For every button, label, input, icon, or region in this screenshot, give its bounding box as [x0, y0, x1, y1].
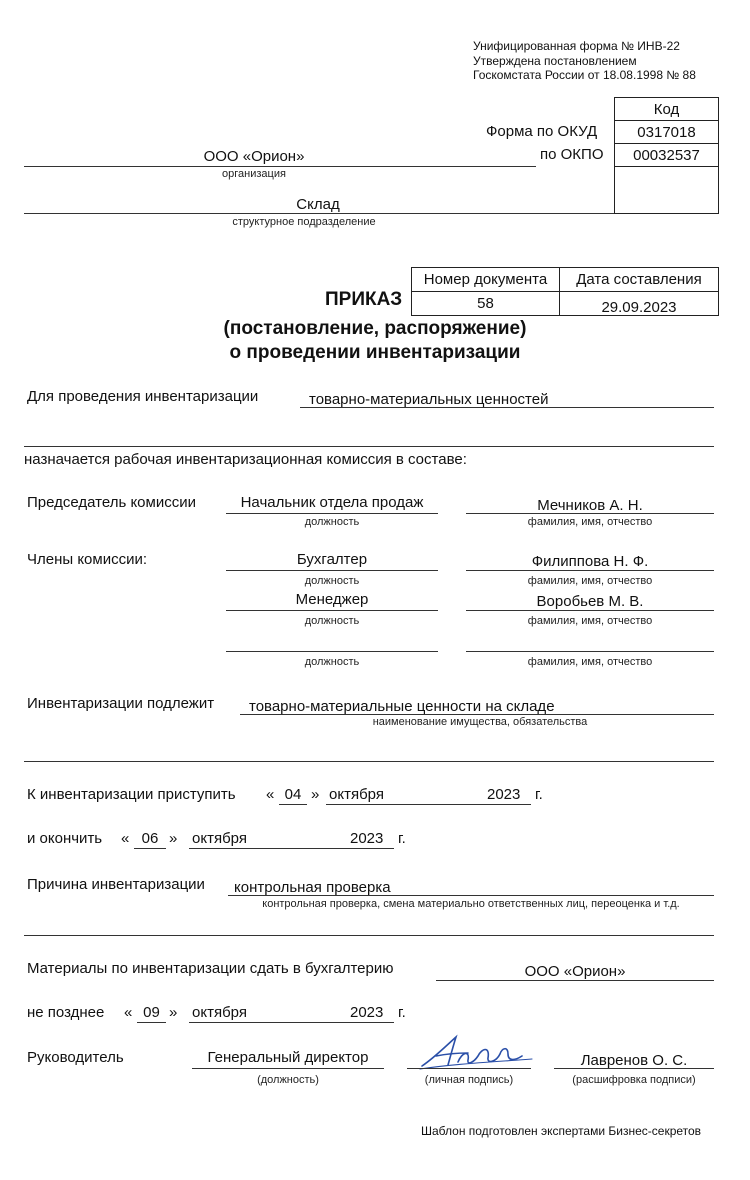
deadline-year: 2023	[350, 1004, 384, 1021]
deadline-quote-open: «	[124, 1004, 133, 1021]
subject-line	[240, 714, 714, 715]
deadline-year-suffix: г.	[398, 1004, 406, 1021]
signature-name-caption: (расшифровка подписи)	[572, 1074, 696, 1086]
member3-name-caption: фамилия, имя, отчество	[527, 656, 653, 668]
end-day: 06	[141, 830, 159, 847]
commission-intro: назначается рабочая инвентаризационная комиссия в составе:	[24, 451, 467, 468]
signature-position-caption: (должность)	[257, 1074, 319, 1086]
end-label: и окончить	[27, 830, 103, 847]
deadline-day: 09	[143, 1004, 160, 1021]
signature-name: Лавренов О. С.	[580, 1052, 688, 1069]
end-year-suffix: г.	[398, 830, 406, 847]
chair-label: Председатель комиссии	[27, 494, 196, 511]
subject-line-2	[24, 761, 714, 762]
organization-name: ООО «Орион»	[203, 148, 305, 165]
member3-name-line	[466, 651, 714, 652]
form-header-line1: Унифицированная форма № ИНВ-22	[473, 39, 680, 53]
end-month: октября	[192, 830, 247, 847]
end-year: 2023	[350, 830, 384, 847]
end-quote-open: «	[121, 830, 130, 847]
department-line	[24, 213, 614, 214]
member2-name-caption: фамилия, имя, отчество	[527, 615, 653, 627]
signature-position-line	[192, 1068, 384, 1069]
end-date-line	[189, 848, 394, 849]
inventory-for-line-2	[24, 446, 714, 447]
handwritten-signature-icon	[412, 1032, 536, 1072]
subject-caption: наименование имущества, обязательства	[372, 716, 588, 728]
signature-label: Руководитель	[27, 1049, 124, 1066]
doc-date-value: 29.09.2023	[559, 291, 719, 316]
chair-position-caption: должность	[304, 516, 360, 528]
member3-position-line	[226, 651, 438, 652]
end-quote-close: »	[169, 830, 178, 847]
end-day-line	[134, 848, 166, 849]
member3-position-caption: должность	[304, 656, 360, 668]
members-label: Члены комиссии:	[27, 551, 148, 568]
member2-position: Менеджер	[295, 591, 369, 608]
document-title: ПРИКАЗ	[325, 289, 403, 310]
member1-position-line	[226, 570, 438, 571]
deadline-label: не позднее	[27, 1004, 105, 1021]
start-quote-close: »	[311, 786, 320, 803]
deadline-month: октября	[192, 1004, 247, 1021]
inventory-for-line	[300, 407, 714, 408]
start-year-suffix: г.	[535, 786, 543, 803]
start-quote-open: «	[266, 786, 275, 803]
member2-position-line	[226, 610, 438, 611]
reason-caption: контрольная проверка, смена материально ответственных лиц, переоценка и т.д.	[262, 898, 680, 910]
signature-position: Генеральный директор	[207, 1049, 369, 1066]
organization-caption: организация	[222, 168, 286, 180]
start-label: К инвентаризации приступить	[27, 786, 236, 803]
signature-sign-caption: (личная подпись)	[424, 1074, 514, 1086]
okpo-label: по ОКПО	[540, 146, 604, 163]
start-date-line	[326, 804, 531, 805]
submit-label: Материалы по инвентаризации сдать в бухгалтерию	[27, 960, 394, 977]
reason-line-2	[24, 935, 714, 936]
member1-position: Бухгалтер	[296, 551, 368, 568]
subject-label: Инвентаризации подлежит	[27, 695, 215, 712]
member2-name-line	[466, 610, 714, 611]
department-name: Склад	[296, 196, 340, 213]
member1-name: Филиппова Н. Ф.	[531, 553, 649, 570]
organization-line	[24, 166, 536, 167]
submit-value: ООО «Орион»	[524, 963, 626, 980]
member1-position-caption: должность	[304, 575, 360, 587]
document-subtitle-2: о проведении инвентаризации	[229, 342, 521, 363]
okpo-value-cell: 00032537	[614, 143, 719, 167]
deadline-date-line	[189, 1022, 394, 1023]
submit-line	[436, 980, 714, 981]
codes-header-cell: Код	[614, 97, 719, 121]
start-year: 2023	[487, 786, 521, 803]
chair-name-line	[466, 513, 714, 514]
chair-position: Начальник отдела продаж	[240, 494, 424, 511]
signature-name-line	[554, 1068, 714, 1069]
subject-value: товарно-материальные ценности на складе	[249, 698, 555, 715]
signature-sign-line	[407, 1068, 531, 1069]
document-subtitle-1: (постановление, распоряжение)	[223, 318, 527, 339]
deadline-day-line	[137, 1022, 166, 1023]
form-header-line2: Утверждена постановлением	[473, 54, 637, 68]
start-day-line	[279, 804, 307, 805]
chair-name-caption: фамилия, имя, отчество	[527, 516, 653, 528]
member1-name-caption: фамилия, имя, отчество	[527, 575, 653, 587]
member2-position-caption: должность	[304, 615, 360, 627]
reason-value: контрольная проверка	[234, 879, 391, 896]
codes-empty-cell	[614, 166, 719, 214]
doc-number-value: 58	[411, 291, 560, 316]
doc-number-header: Номер документа	[411, 267, 560, 292]
footer-note: Шаблон подготовлен экспертами Бизнес-секретов	[421, 1124, 702, 1138]
okud-value-cell: 0317018	[614, 120, 719, 144]
inventory-for-label: Для проведения инвентаризации	[27, 388, 259, 405]
okud-label: Форма по ОКУД	[486, 123, 598, 140]
inventory-for-value: товарно-материальных ценностей	[309, 391, 549, 408]
reason-label: Причина инвентаризации	[27, 876, 205, 893]
member2-name: Воробьев М. В.	[536, 593, 644, 610]
chair-name: Мечников А. Н.	[537, 497, 643, 514]
chair-position-line	[226, 513, 438, 514]
reason-line	[228, 895, 714, 896]
start-month: октября	[329, 786, 384, 803]
form-header-line3: Госкомстата России от 18.08.1998 № 88	[473, 68, 696, 82]
start-day: 04	[284, 786, 302, 803]
deadline-quote-close: »	[169, 1004, 178, 1021]
doc-date-header: Дата составления	[559, 267, 719, 292]
department-caption: структурное подразделение	[232, 216, 376, 228]
member1-name-line	[466, 570, 714, 571]
